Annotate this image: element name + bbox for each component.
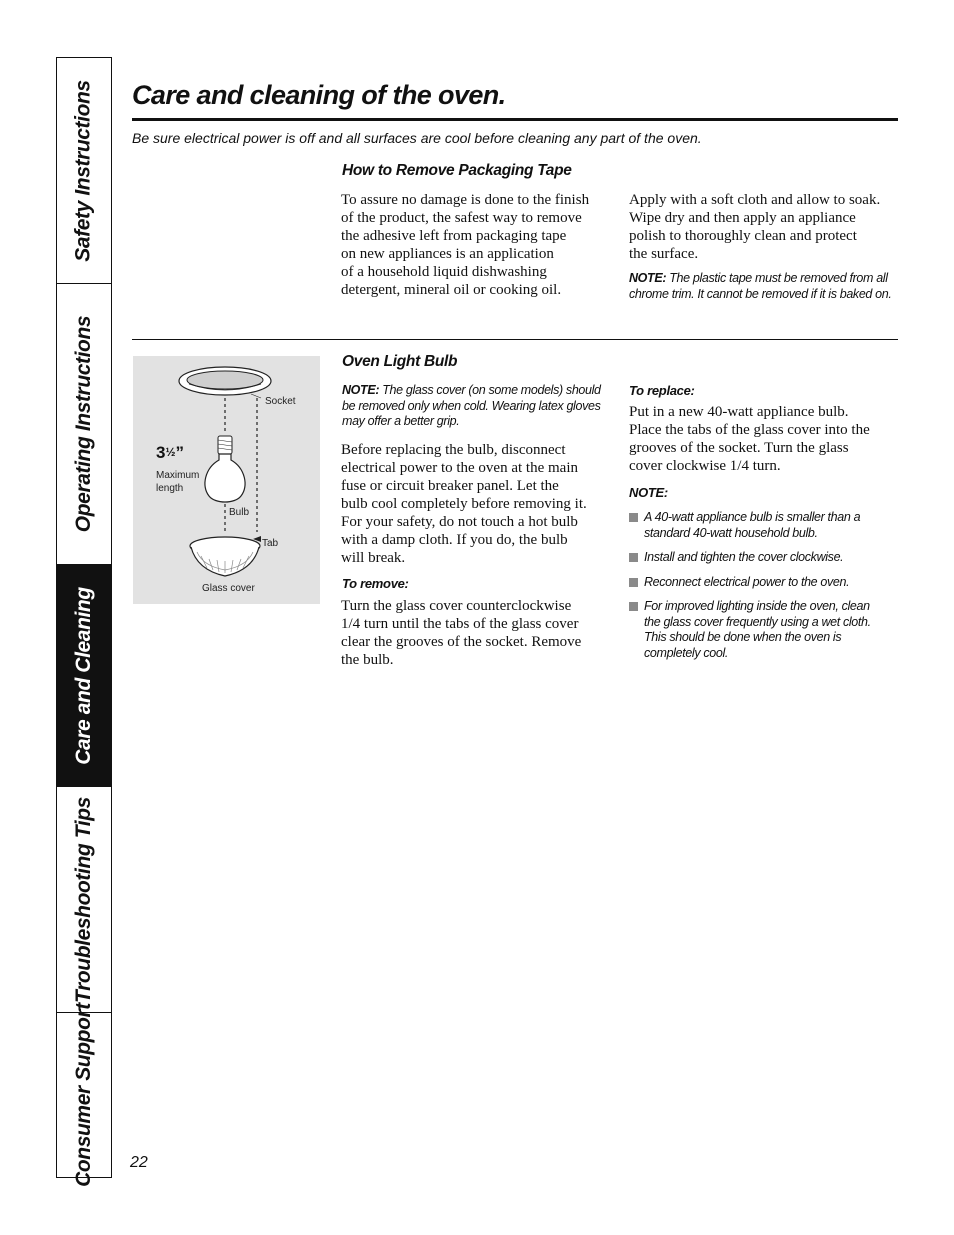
note-label: NOTE: — [629, 271, 667, 285]
text-line: Apply with a soft cloth and allow to soak. — [629, 192, 881, 208]
text-line: be removed only when cold. Wearing latex gloves — [342, 398, 601, 413]
packaging-paragraph-1 — [341, 191, 621, 299]
replace-notes-list — [629, 510, 899, 670]
text-line: The glass cover (on some models) should — [379, 383, 601, 397]
tab-troubleshooting-tips[interactable] — [57, 787, 111, 1013]
page-number: 22 — [130, 1154, 148, 1171]
text-line: the glass cover frequently using a wet cloth. — [644, 614, 871, 629]
text-line: the bulb. — [341, 652, 394, 668]
size-label: 3½” — [156, 443, 184, 462]
tab-operating-instructions[interactable] — [57, 284, 111, 565]
text-line: completely cool. — [644, 645, 729, 660]
text-line: This should be done when the oven is — [644, 630, 842, 644]
to-remove-text — [341, 597, 621, 669]
section-divider — [132, 339, 898, 340]
text-line: the surface. — [629, 246, 699, 262]
intro-text: Be sure electrical power is off and all surfaces are cool before cleaning any part of the oven. — [132, 130, 702, 146]
text-line: For your safety, do not touch a hot bulb — [341, 514, 578, 530]
text-line: of the product, the safest way to remove — [341, 210, 582, 226]
text-line: fuse or circuit breaker panel. Let the — [341, 478, 559, 494]
bullet-square-icon — [629, 553, 638, 562]
text-line: A 40-watt appliance bulb is smaller than a — [644, 510, 861, 524]
tab-label: Care and Cleaning — [72, 586, 96, 765]
side-tab-nav — [56, 57, 112, 1187]
tab-label: Tab — [262, 538, 279, 549]
max-length-label: Maximum length — [156, 470, 200, 494]
tab-safety-instructions[interactable] — [57, 58, 111, 284]
text-line: Reconnect electrical power to the oven. — [644, 574, 850, 589]
to-remove-heading: To remove: — [342, 576, 409, 591]
bulb-icon — [205, 436, 245, 502]
text-line: Before replacing the bulb, disconnect — [341, 442, 566, 458]
bullet-square-icon — [629, 578, 638, 587]
tab-label: Operating Instructions — [72, 315, 96, 533]
text-line: the adhesive left from packaging tape — [341, 228, 567, 244]
title-rule — [132, 118, 898, 121]
bullet-square-icon — [629, 602, 638, 611]
glass-cover-icon — [190, 536, 261, 576]
text-line: of a household liquid dishwashing — [341, 264, 547, 280]
packaging-note — [629, 271, 901, 302]
bulb-note — [342, 383, 614, 430]
tab-label: Safety Instructions — [72, 79, 96, 262]
text-line: Put in a new 40-watt appliance bulb. — [629, 404, 849, 420]
bulb-diagram — [133, 356, 320, 604]
text-line: detergent, mineral oil or cooking oil. — [341, 282, 562, 298]
socket-icon — [179, 367, 271, 398]
text-line: For improved lighting inside the oven, clean — [644, 599, 870, 613]
bulb-paragraph — [341, 441, 621, 567]
text-line: electrical power to the oven at the main — [341, 460, 578, 476]
text-line: will break. — [341, 550, 406, 566]
text-line: To assure no damage is done to the finish — [341, 192, 590, 208]
text-line: Wipe dry and then apply an appliance — [629, 210, 856, 226]
text-line: 1/4 turn until the tabs of the glass cover — [341, 616, 579, 632]
text-line: cover clockwise 1/4 turn. — [629, 458, 781, 474]
note-label: NOTE: — [342, 383, 380, 397]
tab-care-and-cleaning[interactable] — [57, 565, 111, 787]
tab-consumer-support[interactable] — [57, 1003, 111, 1187]
replace-note-label: NOTE: — [629, 485, 668, 500]
list-item — [629, 510, 899, 541]
bullet-square-icon — [629, 513, 638, 522]
packaging-paragraph-2 — [629, 191, 899, 263]
glass-cover-label: Glass cover — [202, 583, 255, 594]
text-line: Install and tighten the cover clockwise. — [644, 550, 844, 564]
list-item — [629, 550, 899, 566]
text-line: The plastic tape must be removed from all — [666, 271, 888, 285]
text-line: grooves of the socket. Turn the glass — [629, 440, 849, 456]
to-replace-text — [629, 403, 899, 475]
page-title: Care and cleaning of the oven. — [132, 80, 506, 110]
tab-label: Troubleshooting Tips — [72, 796, 96, 1003]
list-item — [629, 575, 899, 591]
text-line: with a damp cloth. If you do, the bulb — [341, 532, 568, 548]
tab-label: Consumer Support — [72, 1003, 95, 1187]
text-line: standard 40-watt household bulb. — [644, 525, 818, 540]
socket-label: Socket — [265, 396, 296, 407]
packaging-heading: How to Remove Packaging Tape — [342, 162, 572, 179]
to-replace-heading: To replace: — [629, 383, 695, 398]
text-line: chrome trim. It cannot be removed if it is baked on. — [629, 286, 892, 301]
text-line: polish to thoroughly clean and protect — [629, 228, 857, 244]
text-line: Place the tabs of the glass cover into the — [629, 422, 870, 438]
text-line: may offer a better grip. — [342, 414, 460, 428]
text-line: on new appliances is an application — [341, 246, 554, 262]
list-item — [629, 599, 899, 661]
text-line: Turn the glass cover counterclockwise — [341, 598, 572, 614]
text-line: bulb cool completely before removing it. — [341, 496, 587, 512]
bulb-heading: Oven Light Bulb — [342, 353, 458, 370]
text-line: clear the grooves of the socket. Remove — [341, 634, 582, 650]
bulb-label: Bulb — [229, 507, 250, 518]
